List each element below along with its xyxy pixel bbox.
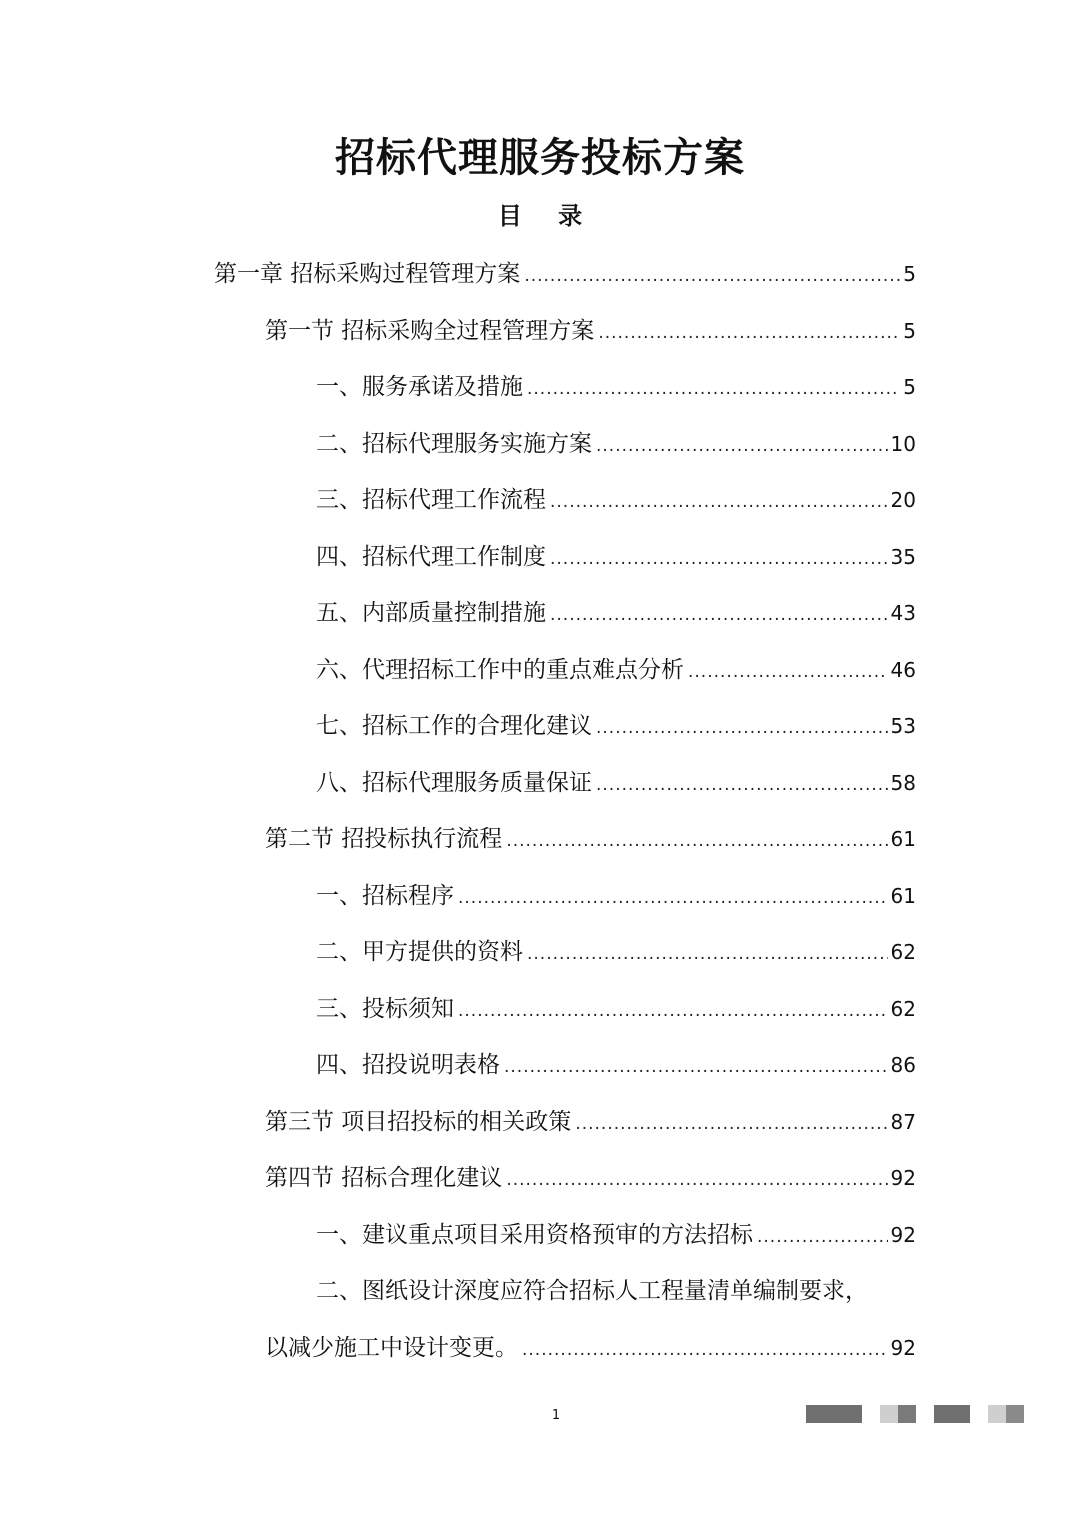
toc-entry[interactable] bbox=[316, 529, 916, 585]
toc-dot-leader bbox=[575, 1096, 887, 1152]
toc-entry-label: 一、建议重点项目采用资格预审的方法招标 bbox=[316, 1221, 753, 1248]
toc-entry-page: 35 bbox=[890, 544, 916, 569]
toc-entry[interactable] bbox=[265, 1150, 916, 1206]
toc-entry-label: 五、内部质量控制措施 bbox=[316, 600, 546, 626]
toc-entry-label: 第三节 项目招投标的相关政策 bbox=[265, 1108, 572, 1135]
toc-dot-leader bbox=[522, 1322, 888, 1378]
toc-entry-page: 43 bbox=[890, 601, 916, 625]
toc-entry-label: 六、代理招标工作中的重点难点分析 bbox=[316, 656, 684, 683]
toc-entry-label: 第四节 招标合理化建议 bbox=[265, 1165, 503, 1191]
toc-entry-page: 5 bbox=[903, 318, 916, 343]
toc-entry-label: 二、甲方提供的资料 bbox=[316, 939, 523, 965]
toc-entry[interactable] bbox=[316, 868, 916, 924]
toc-dot-leader bbox=[757, 1209, 888, 1265]
toc-entry[interactable] bbox=[316, 416, 916, 472]
toc-entry[interactable] bbox=[316, 755, 916, 811]
toc-entry-page: 61 bbox=[890, 827, 916, 851]
toc-entry-label: 以减少施工中设计变更。 bbox=[265, 1334, 518, 1361]
watermark-logo bbox=[806, 1405, 1028, 1425]
toc-entry-page: 5 bbox=[903, 375, 916, 399]
toc-entry-label: 第一章 招标采购过程管理方案 bbox=[214, 261, 521, 287]
toc-entry-page: 5 bbox=[903, 262, 916, 286]
toc-dot-leader bbox=[596, 700, 888, 756]
toc-entry[interactable] bbox=[265, 1094, 916, 1150]
toc-entry-label: 一、招标程序 bbox=[316, 882, 454, 909]
toc-entry-page: 46 bbox=[890, 657, 916, 682]
toc-dot-leader bbox=[527, 926, 888, 982]
toc-entry[interactable] bbox=[316, 1037, 916, 1093]
watermark-block bbox=[806, 1405, 862, 1423]
toc-dot-leader bbox=[524, 248, 900, 304]
toc-entry[interactable] bbox=[316, 698, 916, 754]
toc-entry[interactable] bbox=[265, 811, 916, 867]
toc-entry[interactable] bbox=[316, 924, 916, 980]
toc-entry-label: 第一节 招标采购全过程管理方案 bbox=[265, 317, 595, 344]
toc-dot-leader bbox=[550, 587, 888, 643]
toc-entry[interactable] bbox=[265, 1320, 916, 1376]
toc-entry-label: 一、服务承诺及措施 bbox=[316, 374, 523, 400]
toc-dot-leader bbox=[596, 418, 888, 474]
toc-entry[interactable] bbox=[316, 359, 916, 415]
toc-entry-page: 92 bbox=[890, 1166, 916, 1190]
toc-entry-page: 20 bbox=[890, 488, 916, 512]
toc-dot-leader bbox=[596, 757, 888, 813]
toc-dot-leader bbox=[458, 983, 888, 1039]
toc-heading: 目 录 bbox=[497, 201, 597, 230]
toc-entry-label: 二、招标代理服务实施方案 bbox=[316, 430, 592, 457]
toc-dot-leader bbox=[506, 813, 887, 869]
toc-entry-page: 86 bbox=[890, 1053, 916, 1077]
watermark-block bbox=[880, 1405, 898, 1423]
page-number: 1 bbox=[551, 1408, 561, 1423]
toc-entry-page: 58 bbox=[890, 770, 916, 795]
watermark-block bbox=[1006, 1405, 1024, 1423]
toc-entry-label: 四、招标代理工作制度 bbox=[316, 543, 546, 570]
toc-entry-label: 四、招投说明表格 bbox=[316, 1052, 500, 1078]
toc-entry-page: 61 bbox=[890, 883, 916, 908]
toc-entry[interactable] bbox=[214, 246, 916, 302]
toc-entry-label: 第二节 招投标执行流程 bbox=[265, 826, 503, 852]
toc-entry-label: 八、招标代理服务质量保证 bbox=[316, 769, 592, 796]
watermark-block bbox=[988, 1405, 1006, 1423]
toc-entry[interactable] bbox=[316, 981, 916, 1037]
toc-entry-page: 92 bbox=[890, 1222, 916, 1247]
toc-dot-leader bbox=[527, 361, 900, 417]
toc-entry[interactable] bbox=[316, 585, 916, 641]
toc-dot-leader bbox=[504, 1039, 888, 1095]
toc-entry-page: 10 bbox=[890, 431, 916, 456]
toc-dot-leader bbox=[550, 474, 888, 530]
toc-entry-wrapped-first-line[interactable]: 二、图纸设计深度应符合招标人工程量清单编制要求， bbox=[316, 1278, 868, 1304]
toc-entry[interactable] bbox=[316, 642, 916, 698]
toc-entry-page: 92 bbox=[890, 1335, 916, 1360]
toc-dot-leader bbox=[550, 531, 888, 587]
toc-entry-page: 62 bbox=[890, 996, 916, 1021]
watermark-block bbox=[934, 1405, 970, 1423]
watermark-block bbox=[898, 1405, 916, 1423]
toc-entry-label: 三、招标代理工作流程 bbox=[316, 487, 546, 513]
toc-entry-label: 三、投标须知 bbox=[316, 995, 454, 1022]
toc-entry-page: 53 bbox=[890, 714, 916, 738]
toc-entry-page: 87 bbox=[890, 1109, 916, 1134]
toc-entry-page: 62 bbox=[890, 940, 916, 964]
toc-dot-leader bbox=[458, 870, 888, 926]
toc-dot-leader bbox=[598, 305, 900, 361]
toc-dot-leader bbox=[506, 1152, 887, 1208]
document-title: 招标代理服务投标方案 bbox=[335, 134, 745, 181]
toc-entry[interactable] bbox=[265, 303, 916, 359]
toc-entry[interactable] bbox=[316, 1207, 916, 1263]
toc-entry[interactable] bbox=[316, 472, 916, 528]
toc-dot-leader bbox=[688, 644, 888, 700]
toc-entry-label: 七、招标工作的合理化建议 bbox=[316, 713, 592, 739]
